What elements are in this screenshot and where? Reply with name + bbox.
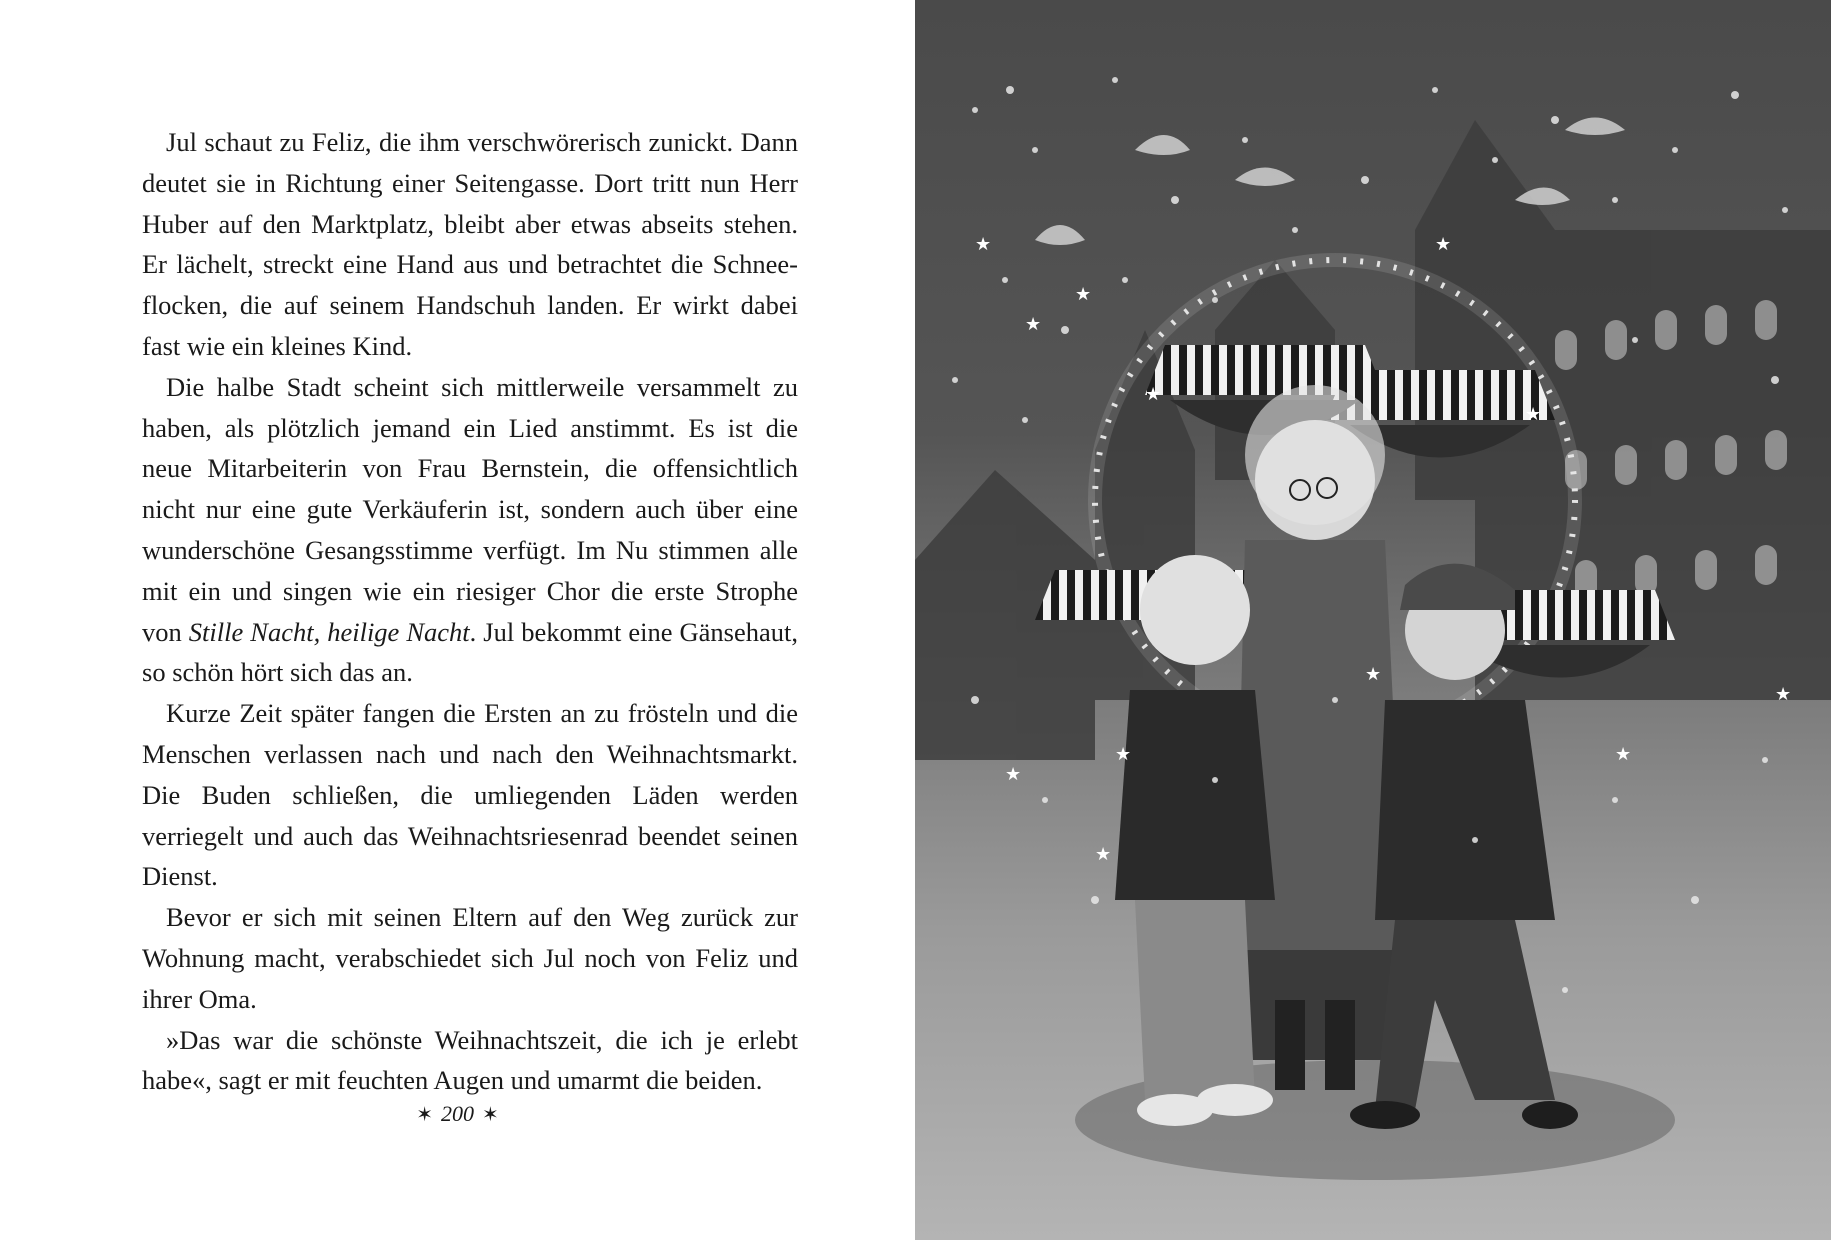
paragraph-text: »Das war die schönste Weihnachtszeit, die ich je erlebt habe«, sagt er mit feuchten Augen und umarmt die beiden. [142, 1024, 798, 1096]
body-text [142, 122, 798, 1101]
svg-text:★: ★ [1025, 314, 1042, 335]
svg-text:★: ★ [1145, 384, 1162, 405]
page-number-value: 200 [441, 1101, 474, 1126]
paragraph-text: . Jul bekommt eine Gänsehaut, so schön hört sich das an. [142, 616, 799, 688]
left-page [0, 0, 915, 1240]
svg-text:★: ★ [975, 234, 992, 255]
paragraph [142, 1020, 798, 1102]
star-ornament-icon: ✶ [482, 1104, 499, 1126]
paragraph [142, 693, 798, 897]
svg-text:★: ★ [1435, 234, 1452, 255]
grandmother-figure-icon [1235, 385, 1405, 1090]
svg-text:★: ★ [1115, 744, 1132, 765]
star-ornament-icon: ✶ [416, 1104, 433, 1126]
paragraph-text: Kurze Zeit später fangen die Ersten an zu frösteln und die Menschen verlassen nach und nach den Weihnachtsmarkt. Die Buden schließen, die umliegenden Läden werden verriegelt und auch das Weihnachtsriesenrad beendet seinen Dienst. [142, 698, 798, 892]
svg-text:★: ★ [1615, 744, 1632, 765]
paragraph [142, 122, 798, 367]
svg-text:★: ★ [1525, 404, 1542, 425]
paragraph-text: Jul schaut zu Feliz, die ihm verschwörerisch zunickt. Dann deutet sie in Richtung einer Seitengasse. Dort tritt nun Herr Huber auf den Marktplatz, bleibt aber etwas abseits stehen. Er lächelt, streckt eine Hand aus und betrachtet die Schneeflocken, die auf seinem Handschuh landen. Er wirkt dabei fast wie ein kleines Kind. [142, 127, 798, 361]
paragraph [142, 897, 798, 1019]
svg-text:★: ★ [1365, 664, 1382, 685]
song-title: Stille Nacht, heilige Nacht [188, 616, 470, 647]
svg-text:★: ★ [1775, 684, 1792, 705]
paragraph-text: Bevor er sich mit seinen Eltern auf den Weg zurück zur Wohnung macht, verabschiedet sich Jul noch von Feliz und ihrer Oma. [142, 902, 798, 1014]
svg-text:★: ★ [1075, 284, 1092, 305]
page-number [0, 1101, 915, 1127]
christmas-market-illustration [915, 0, 1831, 1240]
paragraph [142, 367, 798, 693]
right-page-illustration [915, 0, 1831, 1240]
paragraph-text: Die halbe Stadt scheint sich mittlerweile versammelt zu haben, als plötzlich jemand ein Lied anstimmt. Es ist die neue Mitarbeiterin von Frau Bernstein, die offensichtlich nicht nur eine gute Verkäuferin ist, sondern auch über eine wunderschöne Gesangsstimme verfügt. Im Nu stimmen alle mit ein und singen wie ein riesiger Chor die erste Strophe von [142, 371, 798, 647]
svg-text:★: ★ [1095, 844, 1112, 865]
svg-text:★: ★ [1005, 764, 1022, 785]
